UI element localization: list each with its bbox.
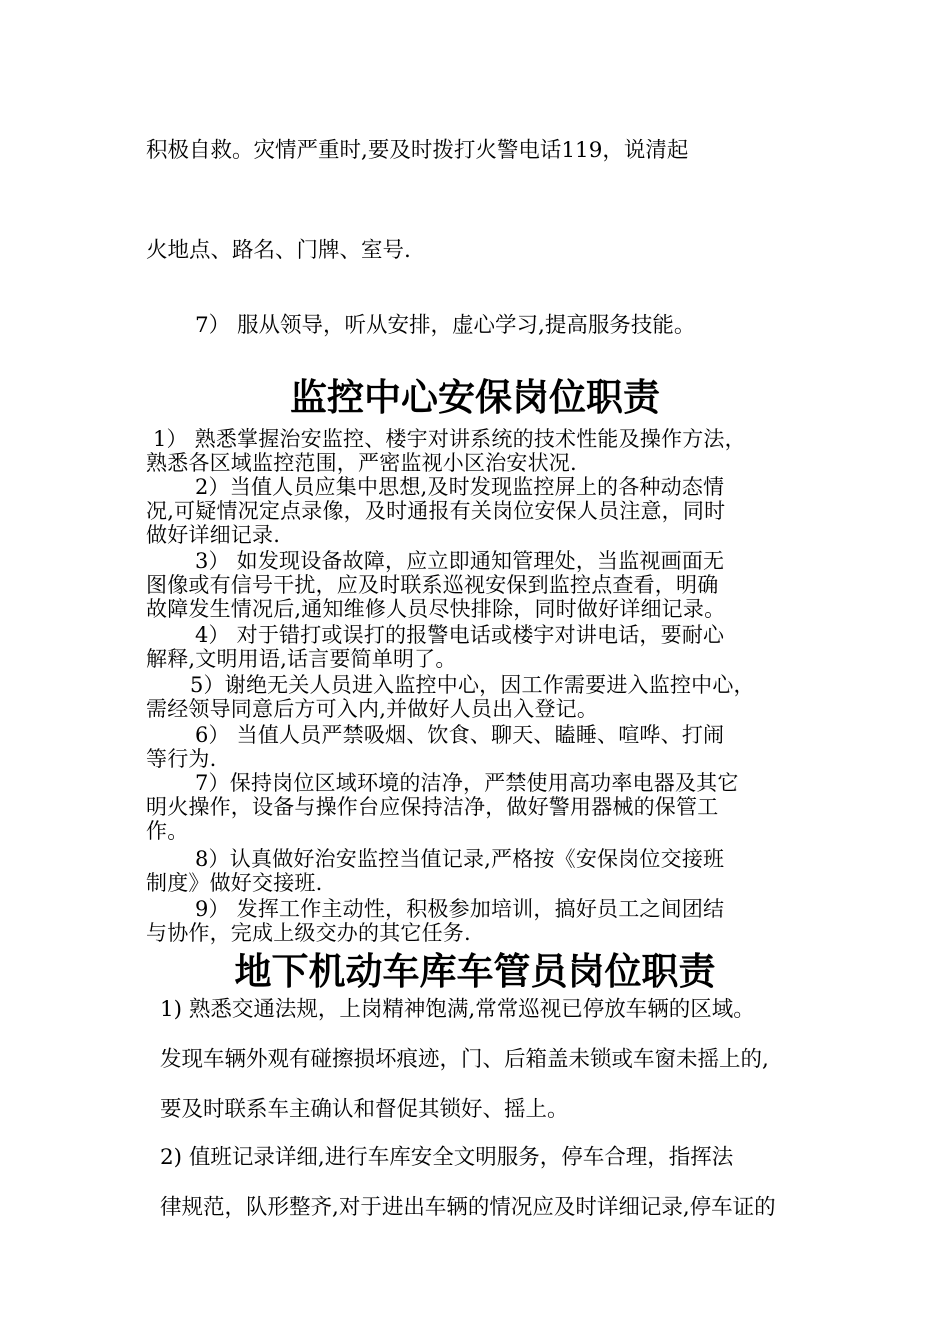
monitor-line-14: 等行为. bbox=[146, 747, 217, 771]
monitor-line-7: 图像或有信号干扰，应及时联系巡视安保到监控点查看，明确 bbox=[146, 573, 719, 597]
garage-line-1: 1) 熟悉交通法规，上岗精神饱满,常常巡视已停放车辆的区域。 bbox=[160, 997, 755, 1022]
garage-line-2: 发现车辆外观有碰擦损坏痕迹，门、后箱盖未锁或车窗未摇上的, bbox=[160, 1047, 769, 1072]
monitor-line-4: 况,可疑情况定点录像，及时通报有关岗位安保人员注意，同时 bbox=[146, 499, 726, 523]
monitor-line-5: 做好详细记录. bbox=[146, 523, 281, 547]
garage-line-3: 要及时联系车主确认和督促其锁好、摇上。 bbox=[160, 1097, 569, 1122]
section-title-monitoring: 监控中心安保岗位职责 bbox=[290, 376, 660, 419]
garage-line-4: 2) 值班记录详细,进行车库安全文明服务，停车合理，指挥法 bbox=[160, 1145, 734, 1170]
monitor-line-16: 明火操作，设备与操作台应保持洁净，做好警用器械的保管工 bbox=[146, 795, 719, 819]
monitor-line-3: 2）当值人员应集中思想,及时发现监控屏上的各种动态情 bbox=[195, 475, 725, 499]
monitor-line-12: 需经领导同意后方可入内,并做好人员出入登记。 bbox=[146, 697, 599, 721]
section-title-garage: 地下机动车库车管员岗位职责 bbox=[234, 950, 716, 993]
intro-line-1: 积极自救。灾情严重时,要及时拨打火警电话119，说清起 bbox=[146, 138, 689, 163]
monitor-line-17: 作。 bbox=[146, 819, 189, 843]
monitor-line-11: 5）谢绝无关人员进入监控中心，因工作需要进入监控中心， bbox=[190, 673, 755, 697]
monitor-line-9: 4） 对于错打或误打的报警电话或楼宇对讲电话，要耐心 bbox=[195, 623, 725, 647]
monitor-line-1: 1） 熟悉掌握治安监控、楼宇对讲系统的技术性能及操作方法， bbox=[153, 427, 746, 451]
monitor-line-20: 9） 发挥工作主动性，积极参加培训，搞好员工之间团结 bbox=[195, 897, 725, 921]
monitor-line-2: 熟悉各区域监控范围，严密监视小区治安状况. bbox=[146, 451, 577, 475]
monitor-line-10: 解释,文明用语,话言要简单明了。 bbox=[146, 647, 457, 671]
monitor-line-6: 3） 如发现设备故障，应立即通知管理处，当监视画面无 bbox=[195, 549, 725, 573]
monitor-line-18: 8）认真做好治安监控当值记录,严格按《安保岗位交接班 bbox=[195, 847, 725, 871]
intro-item-7: 7） 服从领导，听从安排，虚心学习,提高服务技能。 bbox=[195, 313, 696, 338]
monitor-line-8: 故障发生情况后,通知维修人员尽快排除，同时做好详细记录。 bbox=[146, 597, 726, 621]
monitor-line-13: 6） 当值人员严禁吸烟、饮食、聊天、瞌睡、喧哗、打闹 bbox=[195, 723, 725, 747]
monitor-line-21: 与协作，完成上级交办的其它任务. bbox=[146, 921, 471, 945]
garage-line-5: 律规范，队形整齐,对于进出车辆的情况应及时详细记录,停车证的 bbox=[160, 1195, 776, 1220]
monitor-line-19: 制度》做好交接班. bbox=[146, 871, 323, 895]
monitor-line-15: 7）保持岗位区域环境的洁净，严禁使用高功率电器及其它 bbox=[195, 771, 739, 795]
intro-line-2: 火地点、路名、门牌、室号. bbox=[146, 238, 411, 263]
